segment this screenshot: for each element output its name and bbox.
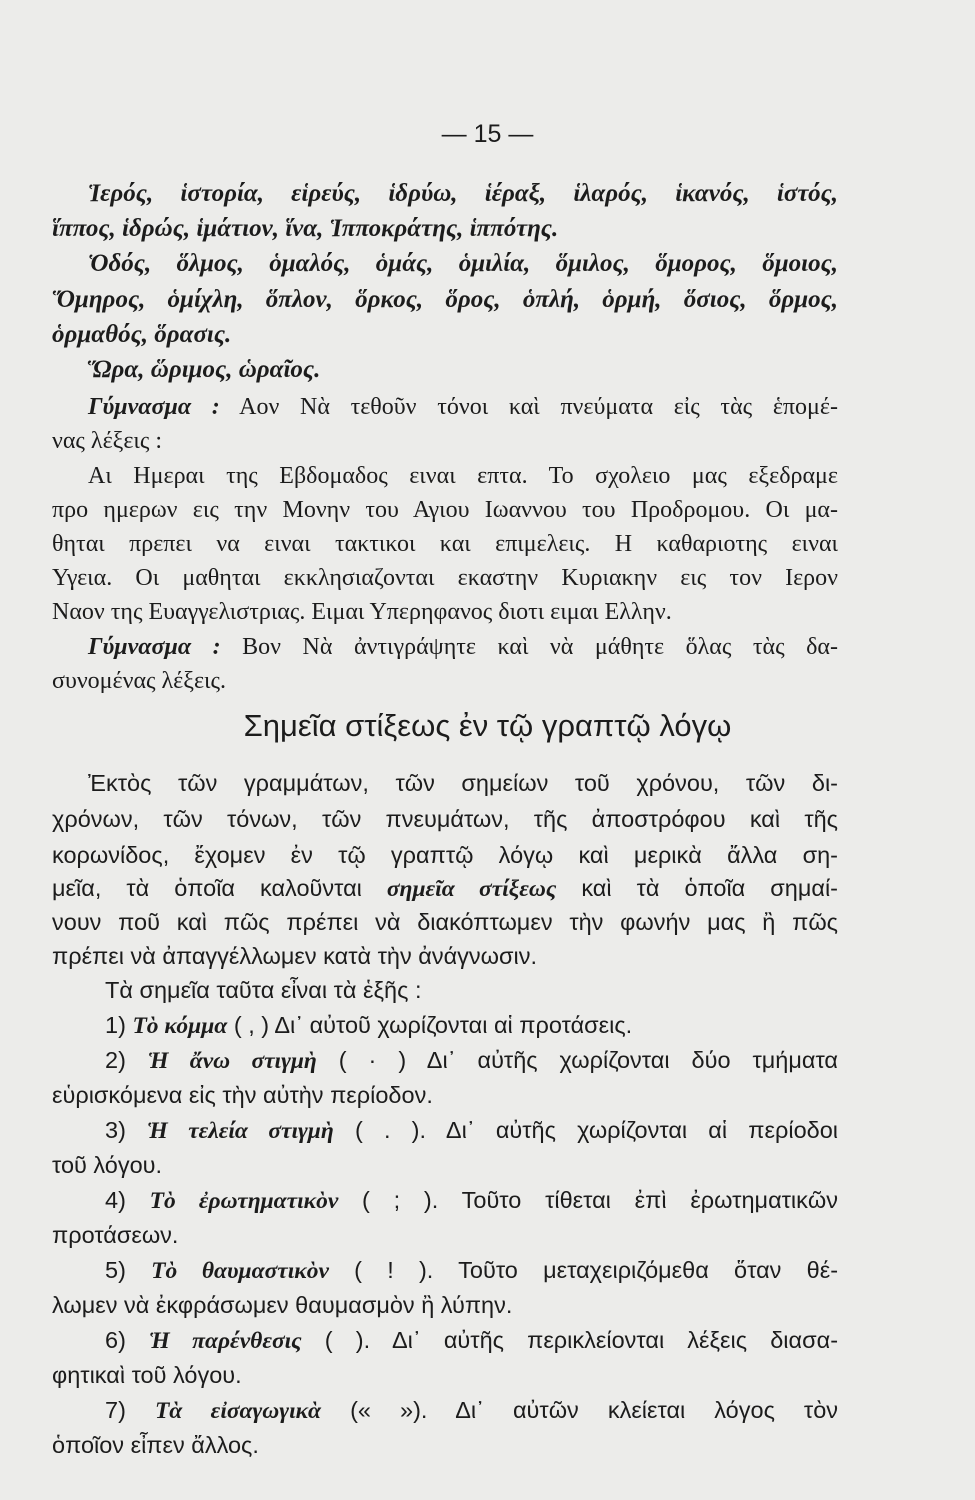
item-number: 1)	[105, 1012, 126, 1038]
word-list-line: Ὁδός, ὅλμος, ὁμαλός, ὁμάς, ὁμιλία, ὅμιλος, ὅμορος, ὅμοιος,	[88, 250, 838, 277]
punctuation-item	[105, 1117, 838, 1145]
exercise-a-line: Ναον της Ευαγγελιστριας. Ειμαι Υπερηφανος διοτι ειμαι Ελλην.	[52, 599, 672, 625]
item-text: (« »). Δι᾿ αὐτῶν κλείεται λόγος τὸν	[350, 1397, 839, 1423]
item-text: ( , ) Δι᾿ αὐτοῦ χωρίζονται αἱ προτάσεις.	[233, 1012, 633, 1038]
exercise-b-line	[88, 634, 838, 661]
item-number: 3)	[105, 1117, 126, 1143]
item-continuation: τοῦ λόγου.	[52, 1152, 163, 1178]
exercise-a-line	[88, 394, 838, 421]
item-term: Τὰ εἰσαγωγικὰ	[154, 1398, 322, 1424]
item-number: 2)	[105, 1047, 126, 1073]
intro-line: πρέπει νὰ ἀπαγγέλλωμεν κατὰ τὴν ἀνάγνωσιν.	[52, 943, 538, 969]
intro-line: Τὰ σημεῖα ταῦτα εἶναι τὰ ἑξῆς :	[105, 977, 422, 1003]
word-list-line: Ἱερός, ἱστορία, εἱρεύς, ἱδρύω, ἱέραξ, ἱλαρός, ἱκανός, ἱστός,	[88, 180, 838, 207]
exercise-a-line: νας λέξεις :	[52, 428, 163, 454]
intro-line: Ἐκτὸς τῶν γραμμάτων, τῶν σημείων τοῦ χρόνου, τῶν δι-	[88, 770, 838, 796]
word-list-line: ὁρμαθός, ὅρασις.	[52, 321, 232, 348]
item-term: Ἡ ἄνω στιγμὴ	[147, 1048, 317, 1074]
item-text: ( · ) Δι᾿ αὐτῆς χωρίζονται δύο τμήματα	[338, 1047, 839, 1073]
item-text: ( . ). Δι᾿ αὐτῆς χωρίζονται αἱ περίοδοι	[354, 1117, 839, 1143]
exercise-b-line: συνομένας λέξεις.	[52, 668, 226, 694]
exercise-b-instruction: Βον Νὰ ἀντιγράψητε καὶ νὰ μάθητε ὅλας τὰς δα-	[242, 634, 839, 660]
item-number: 5)	[105, 1257, 126, 1283]
punctuation-item	[105, 1047, 838, 1075]
punctuation-item	[105, 1012, 632, 1040]
intro-line: νουν ποῦ καὶ πῶς πρέπει νὰ διακόπτωμεν τὴν φωνήν μας ἢ πῶς	[52, 909, 838, 935]
intro-line	[52, 875, 838, 903]
section-heading: Σημεῖα στίξεως ἐν τῷ γραπτῷ λόγῳ	[243, 708, 732, 743]
intro-line: κορωνίδος, ἔχομεν ἐν τῷ γραπτῷ λόγῳ καὶ μερικὰ ἄλλα ση-	[52, 842, 838, 868]
exercise-a-line: Υγεια. Οι μαθηται εκκλησιαζονται εκαστην Κυριακην εις τον Ιερον	[52, 565, 838, 591]
word-list-line: Ὥρα, ὥριμος, ὡραῖος.	[88, 356, 321, 383]
intro-emphasis: σημεῖα στίξεως	[386, 876, 557, 902]
exercise-a-label: Γύμνασμα :	[88, 394, 220, 420]
exercise-a-instruction: Αον Νὰ τεθοῦν τόνοι καὶ πνεύματα εἰς τὰς ἑπομέ-	[239, 394, 838, 420]
word-list-line: Ὅμηρος, ὁμίχλη, ὅπλον, ὅρκος, ὅρος, ὁπλή, ὁρμή, ὅσιος, ὅρμος,	[52, 286, 838, 313]
item-continuation: ὁποῖον εἶπεν ἄλλος.	[52, 1432, 259, 1458]
word-list-line: ἵππος, ἱδρώς, ἱμάτιον, ἵνα, Ἱπποκράτης, ἱππότης.	[52, 215, 559, 242]
item-number: 6)	[105, 1327, 126, 1353]
item-continuation: φητικαὶ τοῦ λόγου.	[52, 1362, 242, 1388]
item-term: Ἡ παρένθεσις	[149, 1328, 302, 1354]
item-continuation: προτάσεων.	[52, 1222, 179, 1248]
item-term: Ἡ τελεία στιγμὴ	[147, 1118, 334, 1144]
item-term: Τὸ ἐρωτηματικὸν	[149, 1188, 339, 1214]
item-text: ( ! ). Τοῦτο μεταχειριζόμεθα ὅταν θέ-	[354, 1257, 839, 1283]
intro-text: μεῖα, τὰ ὁποῖα καλοῦνται	[52, 875, 362, 901]
item-term: Τὸ θαυμαστικὸν	[151, 1258, 329, 1284]
exercise-a-line: Αι Ημεραι της Εβδομαδος ειναι επτα. Το σχολειο μας εξεδραμε	[88, 463, 838, 489]
item-continuation: λωμεν νὰ ἐκφράσωμεν θαυμασμὸν ἢ λύπην.	[52, 1292, 513, 1318]
item-number: 4)	[105, 1187, 126, 1213]
intro-line: χρόνων, τῶν τόνων, τῶν πνευμάτων, τῆς ἀποστρόφου καὶ τῆς	[52, 806, 838, 832]
punctuation-item	[105, 1327, 838, 1355]
item-text: ( ). Δι᾿ αὐτῆς περικλείονται λέξεις διασα-	[324, 1327, 839, 1353]
punctuation-item	[105, 1257, 838, 1285]
exercise-a-line: προ ημερων εις την Μονην του Αγιου Ιωαννου του Προδρομου. Οι μα-	[52, 497, 838, 523]
item-term: Τὸ κόμμα	[132, 1013, 228, 1039]
page-number: — 15 —	[441, 120, 534, 148]
exercise-b-label: Γύμνασμα :	[88, 634, 221, 660]
item-continuation: εὑρισκόμενα εἰς τὴν αὐτὴν περίοδον.	[52, 1082, 433, 1108]
punctuation-item	[105, 1397, 838, 1425]
intro-text: καὶ τὰ ὁποῖα σημαί-	[581, 875, 839, 901]
exercise-a-line: θηται πρεπει να ειναι τακτικοι και επιμελεις. Η καθαριοτης ειναι	[52, 531, 838, 557]
item-text: ( ; ). Τοῦτο τίθεται ἐπὶ ἐρωτηματικῶν	[362, 1187, 839, 1213]
item-number: 7)	[105, 1397, 126, 1423]
punctuation-item	[105, 1187, 838, 1215]
